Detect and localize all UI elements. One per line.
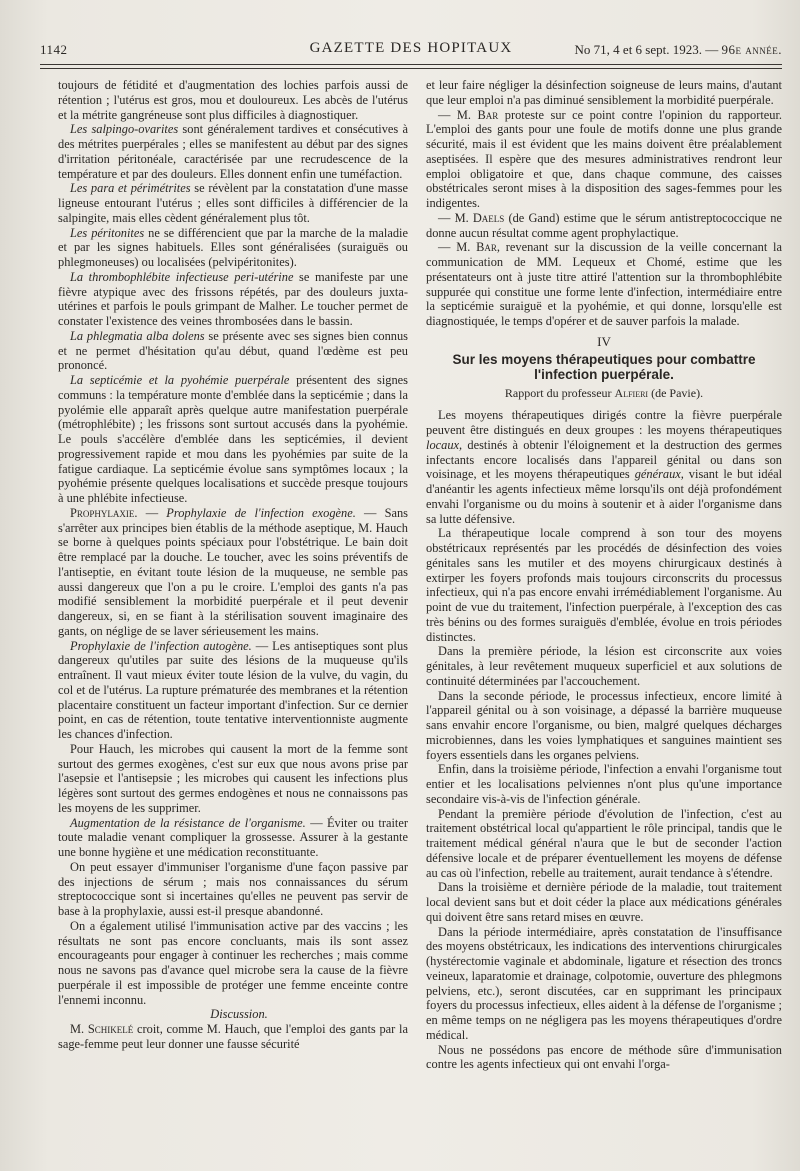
paragraph: On peut essayer d'immuniser l'organisme d'une façon passive par des injections de sérum ; mais nos connaissances du sérum streptococcique sont si incertaines qu'elles ne peuvent pas servir de base à la prophylaxie, aussi est-il presque abandonné. bbox=[58, 859, 408, 918]
paragraph: Dans la première période, la lésion est circonscrite aux voies génitales, à leur revêtement muqueux superficiel et aux solutions de continuité déterminées par l'accouchement. bbox=[426, 644, 782, 688]
speaker-name: M. Schikelé bbox=[70, 1022, 134, 1036]
paragraph-text: se manifeste par une fièvre atypique avec des frissons répétés, par des douleurs juxta-utérines et parfois le pouls grimpant de Malher. Le toucher permet de constater l'existence des veines thrombosées dans le bassin. bbox=[58, 269, 408, 328]
term: Les para et périmétrites bbox=[70, 181, 191, 196]
paragraph-text: se présente avec ses signes bien connus et ne permet d'hésitation qu'au début, quand l'œdème est peu prononcé. bbox=[58, 328, 408, 373]
paragraph bbox=[58, 226, 408, 270]
paragraph-text: visant le but idéal d'anéantir les agents infectieux même lorsqu'ils ont déjà profondément envahi l'organisme ou du moins à soutenir et à aider l'organisme dans sa lutte défensive. bbox=[426, 467, 783, 526]
term: Prophylaxie de l'infection exogène. bbox=[166, 505, 356, 520]
page-number: 1142 bbox=[40, 42, 68, 57]
paragraph-text: se révèlent par la constatation d'une masse ligneuse entourant l'utérus ; elles sont difficiles à différencier de la salpingite, mais elles cèdent généralement plus tôt. bbox=[58, 181, 409, 225]
term: locaux, bbox=[426, 437, 463, 452]
right-column bbox=[426, 78, 782, 1072]
paragraph: et leur faire négliger la désinfection soigneuse de leurs mains, d'autant que leur emploi n'a pas diminué sensiblement la morbidité puerpérale. bbox=[426, 78, 782, 107]
year-label: 96e année. bbox=[721, 42, 782, 57]
paragraph: Dans la seconde période, le processus infectieux, encore limité à l'appareil génital ou à son voisinage, a dépassé la barrière muqueuse sans envahir encore l'organisme, ou bien, malgré quelques décharges microbiennes, dans les voies lymphatiques et sanguines maintient ses foyers essentiels dans les organes pelviens. bbox=[426, 688, 782, 762]
rapporteur-name: Alfieri bbox=[614, 385, 649, 400]
paragraph bbox=[58, 816, 408, 860]
paragraph-text: — Les antiseptiques sont plus dangereux qu'utiles par suite des lésions de la muqueuse qu'ils entraînent. Il vaut mieux éviter toute lésion de la vulve, du vagin, du col et de l'utérus. La rupture prématurée des membranes et la rétention placentaire constituent un facteur important d'infection. Sur ce dernier point, en cas de rétention, toute tentative interventionniste augmente les chances d'infection. bbox=[58, 638, 409, 741]
paragraph-text: proteste sur ce point contre l'opinion du rapporteur. L'emploi des gants pour une foule de motifs donne une plus grande sécurité, mais il est évident que les mains doivent être préalablement aseptisées. Il espère que des mesures administratives rendront leur emploi obligatoire et que, dans chaque commune, des caisses obstétricales seront mises à la disposition des sages-femmes pour les indigentes. bbox=[426, 107, 782, 210]
paragraph bbox=[426, 240, 782, 329]
subtitle-text: Rapport du professeur bbox=[504, 385, 615, 400]
term: généraux, bbox=[634, 467, 684, 482]
paragraph: Prophylaxie. — Prophylaxie de l'infection exogène. — Sans s'arrêter aux principes bien établis de la méthode aseptique, M. Hauch se borne à quelques points spéciaux pour l'obstétrique. Le bain doit être remplacé par la douche. Le toucher, avec les soins préventifs de l'antiseptie, en évitant toute lésion de la muqueuse, ne semble pas aussi dangereux que l'on a pu le croire. L'emploi des gants n'a pas modifié sensiblement la morbidité puerpérale et il peut devenir dangereux, si, en se fiant à la stérilisation souvent imaginaire des gants, on néglige de se laver sérieusement les mains. bbox=[58, 505, 409, 638]
paragraph bbox=[426, 408, 782, 526]
term: La phlegmatia alba dolens bbox=[70, 328, 205, 343]
paragraph bbox=[58, 270, 408, 329]
subtitle-text: (de Pavie). bbox=[648, 385, 704, 400]
paragraph: Dans la troisième et dernière période de la maladie, tout traitement local devient sans but et doit céder la place aux médications générales qui doivent être sans retard mises en œuvre. bbox=[426, 880, 782, 924]
paragraph-text: Les moyens thérapeutiques dirigés contre la fièvre puerpérale peuvent être distingués en deux groupes : les moyens thérapeutiques bbox=[426, 408, 782, 437]
paragraph bbox=[58, 373, 408, 506]
paragraph-text: destinés à obtenir l'éloignement et la destruction des germes infectants encore localisés dans l'appareil génital ou dans son voisinage, et les moyens thérapeutiques bbox=[426, 437, 782, 482]
paragraph-text: présentent des signes communs : la température monte d'emblée dans la septicémie ; dans la pyolémie elle apparaît après quelque autre manifestation puerpérale (métrophlébite) ; les frissons sont surtout accusés dans la pyohémie. Le pouls s'accélère d'emblée dans les septicémies, il devient progressivement rapide et mou dans les pyohémies par suite de la fatigue cardiaque. La septicémie évolue sans symptômes locaux ; la pyohémie présente quelques localisations et succède presque toujours à une phlébite infectieuse. bbox=[58, 373, 408, 505]
section-title: Sur les moyens thérapeutiques pour combattre l'infection puerpérale. bbox=[452, 351, 756, 382]
paragraph: Pour Hauch, les microbes qui causent la mort de la femme sont surtout des germes exogènes, c'est sur eux que nous avons prise par l'asepsie et l'antisepsie ; les microbes qui causent les infections plus légères sont surtout des germes endogènes et nous ne connaissons pas les moyens de les supprimer. bbox=[58, 741, 408, 815]
paragraph-text: (de Gand) estime que le sérum antistreptococcique ne donne aucun résultat comme agent prophylactique. bbox=[426, 210, 782, 240]
journal-title: GAZETTE DES HOPITAUX bbox=[309, 40, 513, 56]
term: Augmentation de la résistance de l'organisme. bbox=[70, 815, 306, 830]
paragraph: La thérapeutique locale comprend à son tour des moyens obstétricaux représentés par les procédés de désinfection des voies génitales sans les mutiler et des moyens chirurgicaux destinés à extirper les foyers profonds mais toujours circonscrits du processus infectieux, qui n'a pas encore envahi irrémédiablement l'organisme. Au point de vue du traitement, l'infection puerpérale, à l'exception des cas très bénins ou des formes suraiguës d'emblée, évolue en trois périodes distinctes. bbox=[426, 526, 782, 644]
page-header bbox=[40, 36, 782, 64]
speaker-name: — M. Bar, bbox=[438, 240, 500, 255]
paragraph bbox=[58, 329, 408, 373]
section-lead: Prophylaxie. bbox=[70, 505, 138, 520]
paragraph bbox=[58, 122, 408, 181]
header-rule-thick bbox=[40, 64, 782, 65]
term: Les péritonites bbox=[70, 225, 145, 240]
paragraph bbox=[426, 108, 782, 211]
paragraph: Pendant la première période d'évolution de l'infection, c'est au traitement obstétrical local qu'appartient le rôle principal, tandis que le traitement médical général n'aura que le but de seconder l'action défensive locale et de préparer éventuellement les moyens de défense au cas où l'infection, rebelle au traitement, aurait tendance à s'étendre. bbox=[426, 806, 782, 880]
speaker-name: — M. Bar bbox=[438, 107, 499, 122]
issue-date bbox=[575, 42, 782, 58]
paragraph-text: croit, comme M. Hauch, que l'emploi des gants par la sage-femme peut leur donner une fausse sécurité bbox=[58, 1022, 408, 1051]
left-column bbox=[58, 78, 408, 1052]
paragraph-text: ne se différencient que par la marche de la maladie et par les signes habituels. Elles sont généralisées (suraiguës ou phlegmoneuses) ou localisées (pelvipéritonites). bbox=[58, 225, 408, 269]
paragraph-text: — Sans s'arrêter aux principes bien établis de la méthode aseptique, M. Hauch se borne à quelques points spéciaux pour l'obstétrique. Le bain doit être remplacé par la douche. Le toucher, avec les soins préventifs de l'antiseptie, en évitant toute lésion de la muqueuse, ne semble pas aussi dangereux que l'on a pu le croire. L'emploi des gants n'a pas modifié sensiblement la morbidité puerpérale et il peut devenir dangereux, si, en se fiant à la stérilisation souvent imaginaire des gants, on néglige de se laver sérieusement les mains. bbox=[58, 505, 409, 638]
section-subtitle bbox=[426, 386, 782, 401]
section-number: IV bbox=[597, 333, 611, 349]
paragraph: Dans la période intermédiaire, après constatation de l'insuffisance des moyens obstétricaux, les indications des interventions chirurgicales (hystérectomie vaginale et abdominale, ligature et résection des troncs veineux, laparatomie et drainage, colpotomie, ouverture des phlegmons pelviens, etc.), seront discutées, car en supprimant les principaux foyers du processus infectieux, elles aident à la défense de l'organisme ; en même temps on ne négligera pas les moyens thérapeutiques d'ordre médical. bbox=[426, 924, 782, 1042]
paragraph: toujours de fétidité et d'augmentation des lochies parfois aussi de rétention ; l'utérus est gros, mou et douloureux. Les abcès de l'utérus et la métrite gangréneuse sont plus difficiles à diagnostiquer. bbox=[58, 78, 408, 122]
header-rule-thin bbox=[40, 68, 782, 69]
paragraph: Nous ne possédons pas encore de méthode sûre d'immunisation contre les agents infectieux qui ont envahi l'orga- bbox=[426, 1042, 782, 1072]
term: Prophylaxie de l'infection autogène. bbox=[70, 638, 252, 653]
term: Les salpingo-ovarites bbox=[70, 122, 179, 137]
paragraph-text: sont généralement tardives et consécutives à des métrites puerpérales ; elles se manifestent au début par des signes d'irritation péritonéale, caractérisée par une recrudescence de la température et par des douleurs. Elles donnent enfin une tuméfaction. bbox=[58, 122, 408, 181]
paragraph bbox=[426, 211, 782, 241]
term: La septicémie et la pyohémie puerpérale bbox=[70, 373, 290, 387]
speaker-name: — M. Daels bbox=[438, 210, 505, 225]
paragraph: On a également utilisé l'immunisation active par des vaccins ; les résultats ne sont pas encore concluants, mais ils sont assez encourageants pour engager à continuer les recherches ; mais comme nous ne savons pas d'avance quel microbe sera la cause de la fièvre puerpérale il est impossible de protéger une femme enceinte contre l'ennemi inconnu. bbox=[58, 918, 408, 1007]
paragraph-text: — Éviter ou traiter toute maladie venant compliquer la grossesse. Assurer à la gestante une bonne hygiène et une médication reconstituante. bbox=[58, 815, 408, 859]
paragraph-text: revenant sur la discussion de la veille concernant la communication de MM. Lequeux et Chomé, estime que les présentateurs ont à juste titre attiré l'attention sur la thrombophlébite suppurée qui constitue une forme lente d'infection, intermédiaire entre la septicémie suraiguë et la pyohémie, et qui donne, lorsqu'elle est diagnostiquée, le temps d'opérer et de sauver parfois la malade. bbox=[426, 240, 782, 328]
paragraph bbox=[58, 181, 408, 225]
term: La thrombophlébite infectieuse peri-utérine bbox=[70, 269, 294, 284]
issue-date-text: No 71, 4 et 6 sept. 1923. — bbox=[574, 42, 719, 57]
paragraph: Enfin, dans la troisième période, l'infection a envahi l'organisme tout entier et les localisations pelviennes n'ont plus qu'une importance secondaire vis-à-vis de l'infection générale. bbox=[426, 762, 782, 806]
paragraph bbox=[58, 1022, 408, 1052]
paragraph bbox=[58, 639, 408, 742]
discussion-heading: Discussion. bbox=[210, 1007, 268, 1022]
